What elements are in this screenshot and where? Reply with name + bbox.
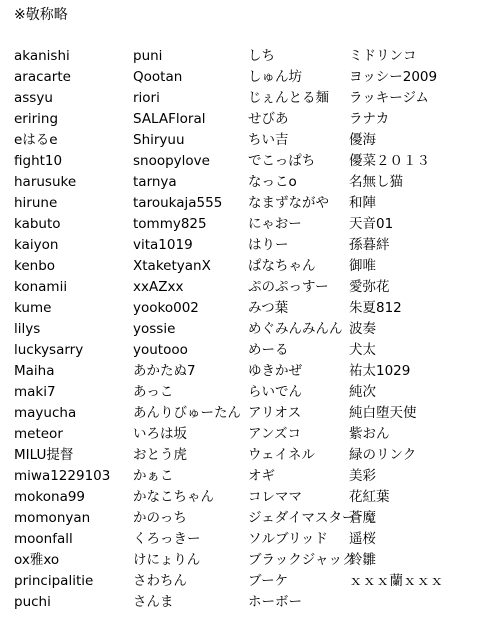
name-entry: vita1019 (133, 237, 193, 253)
name-entry: 愛弥花 (349, 279, 390, 295)
name-entry: puchi (14, 594, 51, 610)
name-entry: fight10 (14, 153, 63, 169)
name-column-3 (248, 46, 355, 613)
name-entry: ジェダイマスター (248, 510, 356, 526)
name-column-4 (349, 46, 444, 592)
name-entry: mokona99 (14, 489, 86, 505)
name-entry: なっこo (248, 174, 297, 190)
name-entry: kabuto (14, 216, 61, 232)
name-entry: hirune (14, 195, 58, 211)
name-entry: あんりびゅーたん (133, 405, 241, 421)
name-entry: yooko002 (133, 300, 199, 316)
name-entry: ホーボー (248, 594, 302, 610)
name-entry: eはるe (14, 132, 58, 148)
name-entry: ｘｘｘ蘭ｘｘｘ (349, 573, 444, 589)
name-entry: はりー (248, 237, 289, 253)
name-entry: konamii (14, 279, 68, 295)
name-entry: 純次 (349, 384, 376, 400)
name-entry: アンズコ (248, 426, 302, 442)
name-entry: アリオス (248, 405, 302, 421)
name-entry: ゆきかぜ (248, 363, 302, 379)
name-entry: XtaketyanX (133, 258, 211, 274)
name-entry: 波奏 (349, 321, 376, 337)
name-entry: snoopylove (133, 153, 210, 169)
name-entry: 花紅葉 (349, 489, 390, 505)
name-entry: miwa1229103 (14, 468, 111, 484)
name-entry: あっこ (133, 384, 174, 400)
name-entry: 天音01 (349, 216, 394, 232)
name-entry: かぁこ (133, 468, 174, 484)
name-entry: eriring (14, 111, 59, 127)
name-entry: らいでん (248, 384, 302, 400)
name-entry: ウェイネル (248, 447, 315, 463)
name-entry: ソルブリッド (248, 531, 328, 547)
name-entry: しゅん坊 (248, 69, 302, 85)
name-entry: 名無し猫 (349, 174, 403, 190)
name-entry: さわちん (133, 573, 187, 589)
name-entry: ブーケ (248, 573, 289, 589)
name-entry: taroukaja555 (133, 195, 223, 211)
name-entry: riori (133, 90, 160, 106)
name-entry: 蒼魔 (349, 510, 376, 526)
name-entry: puni (133, 48, 163, 64)
name-entry: めーる (248, 342, 289, 358)
name-column-2 (133, 46, 241, 613)
name-entry: Qootan (133, 69, 183, 85)
name-entry: 優菜２０１３ (349, 153, 430, 169)
name-entry: Maiha (14, 363, 55, 379)
name-entry: principalitie (14, 573, 94, 589)
name-entry: にゃおー (248, 216, 302, 232)
name-entry: SALAFloral (133, 111, 206, 127)
name-entry: momonyan (14, 510, 91, 526)
name-entry: しち (248, 48, 275, 64)
name-entry: かなこちゃん (133, 489, 214, 505)
name-entry: 遥桜 (349, 531, 376, 547)
name-entry: あかたぬ7 (133, 363, 196, 379)
name-entry: いろは坂 (133, 426, 187, 442)
name-entry: なまずながや (248, 195, 329, 211)
name-entry: けにょりん (133, 552, 201, 568)
name-entry: moonfall (14, 531, 73, 547)
name-entry: ぱなちゃん (248, 258, 316, 274)
name-entry: tommy825 (133, 216, 207, 232)
name-entry: lilys (14, 321, 41, 337)
name-entry: くろっきー (133, 531, 201, 547)
name-entry: meteor (14, 426, 63, 442)
name-entry: harusuke (14, 174, 77, 190)
name-entry: ラナカ (349, 111, 390, 127)
name-entry: オギ (248, 468, 275, 484)
name-entry: youtooo (133, 342, 188, 358)
name-entry: yossie (133, 321, 176, 337)
name-entry: xxAZxx (133, 279, 184, 295)
name-entry: めぐみんみんん (248, 321, 343, 337)
name-entry: tarnya (133, 174, 177, 190)
name-entry: 和陣 (349, 195, 376, 211)
name-entry: aracarte (14, 69, 71, 85)
name-entry: maki7 (14, 384, 56, 400)
name-entry: 朱夏812 (349, 300, 402, 316)
name-entry: kume (14, 300, 52, 316)
name-entry: みつ葉 (248, 300, 289, 316)
name-entry: ちい吉 (248, 132, 289, 148)
name-entry: 祐太1029 (349, 363, 411, 379)
name-entry: Shiryuu (133, 132, 185, 148)
name-entry: kaiyon (14, 237, 59, 253)
name-column-1 (14, 46, 110, 613)
name-entry: 紫おん (349, 426, 390, 442)
honorifics-omitted-note: ※敬称略 (14, 7, 68, 23)
name-entry: ブラックジャック (248, 552, 356, 568)
name-entry: ラッキージム (349, 90, 429, 106)
name-entry: ぷのぷっすー (248, 279, 329, 295)
name-entry: 御唯 (349, 258, 376, 274)
name-entry: さんま (133, 594, 174, 610)
name-entry: MILU提督 (14, 447, 74, 463)
name-entry: 緑のリンク (349, 447, 417, 463)
name-entry: 優海 (349, 132, 376, 148)
name-entry: でこっぱち (248, 153, 316, 169)
name-entry: assyu (14, 90, 53, 106)
name-entry: kenbo (14, 258, 56, 274)
name-entry: ミドリンコ (349, 48, 417, 64)
name-entry: おとう虎 (133, 447, 187, 463)
name-entry: mayucha (14, 405, 77, 421)
name-entry: 孫暮絆 (349, 237, 390, 253)
name-entry: せびあ (248, 111, 289, 127)
name-entry: コレママ (248, 489, 302, 505)
name-entry: 純白堕天使 (349, 405, 417, 421)
name-entry: 鈴雛 (349, 552, 376, 568)
name-entry: akanishi (14, 48, 70, 64)
name-entry: 美彩 (349, 468, 376, 484)
name-entry: 犬太 (349, 342, 376, 358)
name-entry: luckysarry (14, 342, 84, 358)
name-entry: ox雅xo (14, 552, 60, 568)
name-entry: じぇんとる麺 (248, 90, 329, 106)
name-entry: かのっち (133, 510, 187, 526)
name-entry: ヨッシー2009 (349, 69, 438, 85)
